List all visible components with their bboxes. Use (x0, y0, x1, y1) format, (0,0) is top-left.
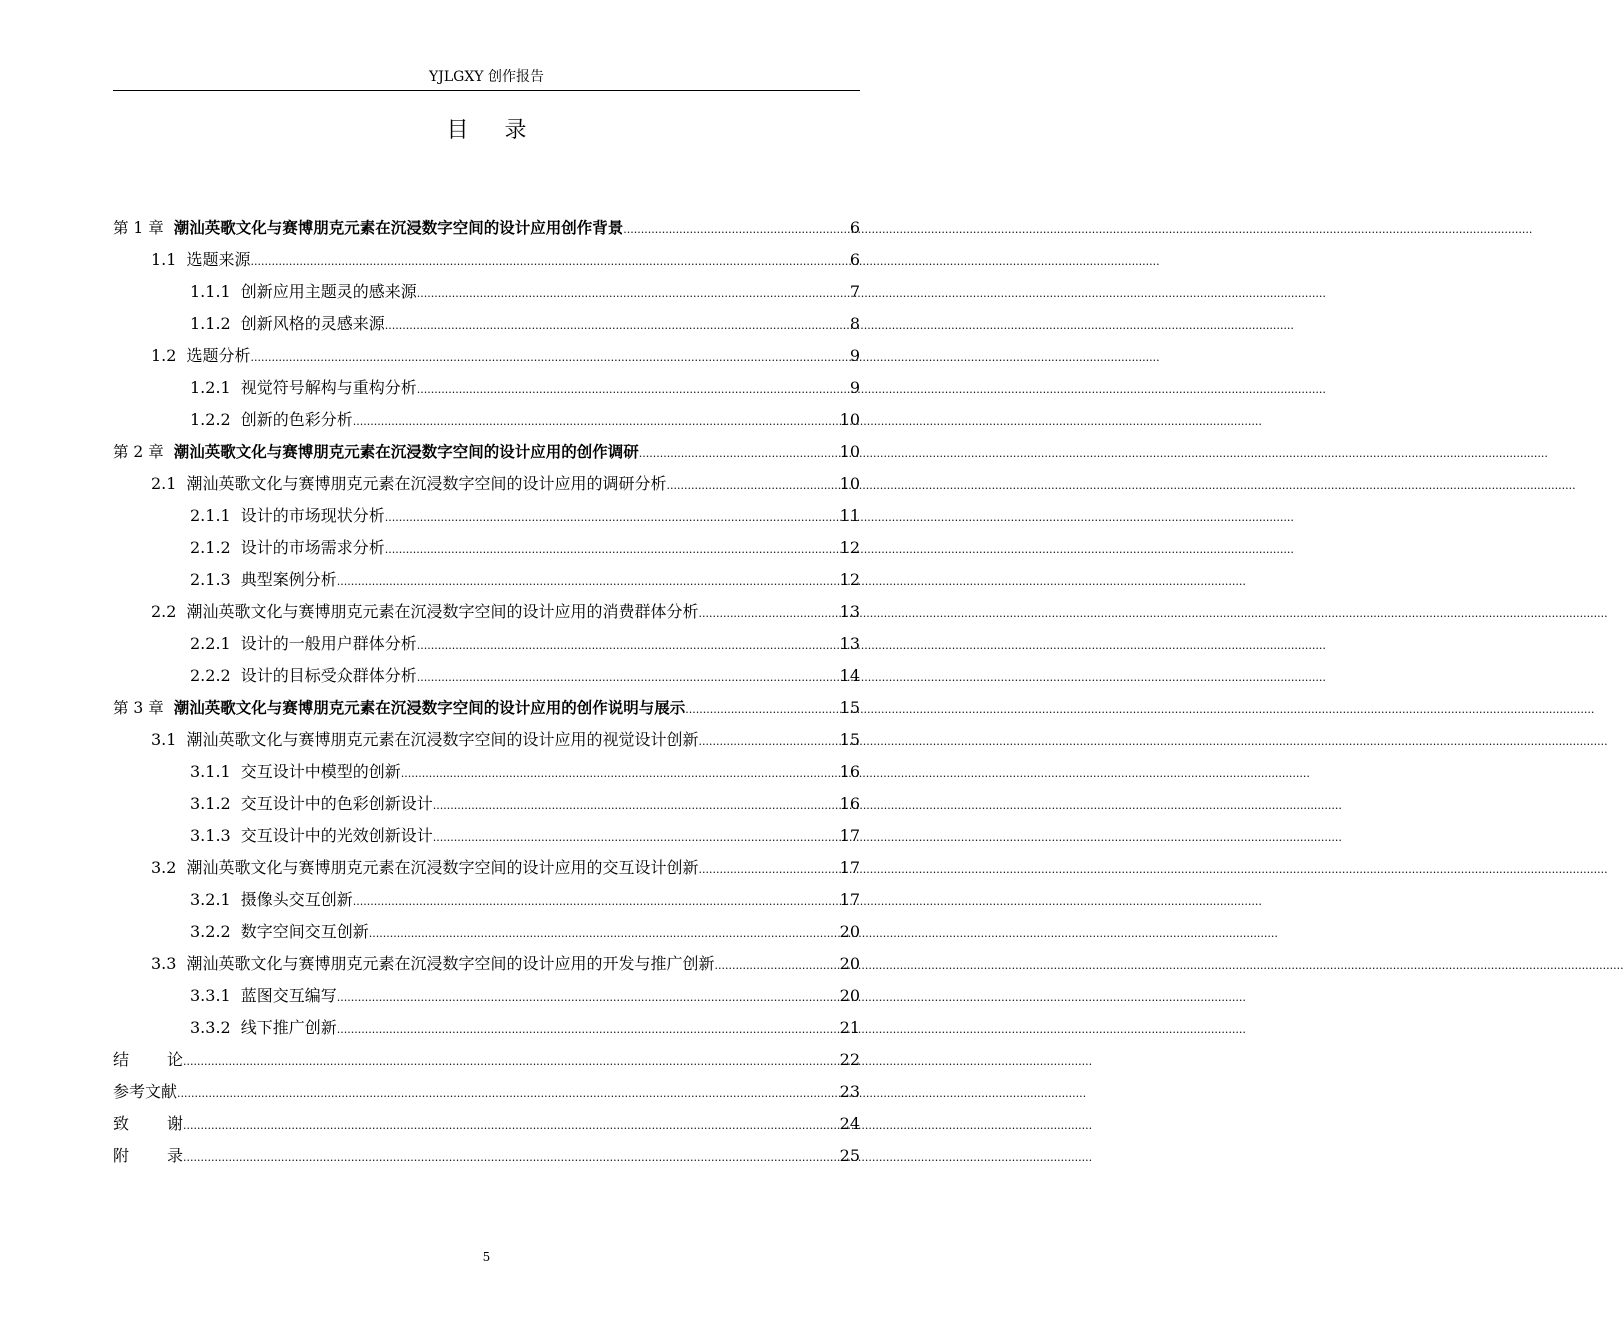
toc-leader-dots (417, 372, 849, 406)
toc-entry[interactable] (113, 532, 860, 564)
toc-entry-title: 潮汕英歌文化与赛博朋克元素在沉浸数字空间的设计应用的视觉设计创新 (186, 730, 699, 749)
toc-leader-dots (433, 788, 839, 822)
toc-entry-number: 3.3.1 (190, 986, 231, 1005)
toc-entry-title: 线下推广创新 (240, 1018, 337, 1037)
toc-entry-text (190, 660, 417, 692)
toc-leader-dots (401, 756, 839, 790)
toc-entry-title: 设计的一般用户群体分析 (240, 634, 417, 653)
toc-title-part1: 目 (446, 118, 469, 143)
toc-entry-title: 潮汕英歌文化与赛博朋克元素在沉浸数字空间的设计应用的消费群体分析 (186, 602, 699, 621)
toc-entry-title: 潮汕英歌文化与赛博朋克元素在沉浸数字空间的设计应用创作背景 (173, 219, 624, 237)
toc-entry-page: 20 (839, 954, 860, 973)
toc-entry[interactable] (113, 212, 860, 244)
toc-entry-page: 8 (849, 314, 860, 333)
toc-entry-text (190, 1012, 337, 1044)
toc-entry-title: 设计的市场需求分析 (240, 538, 385, 557)
toc-entry-title: 交互设计中的光效创新设计 (240, 826, 433, 845)
toc-entry-title: 典型案例分析 (240, 570, 337, 589)
toc-entry-title: 创新应用主题灵的感来源 (240, 282, 417, 301)
toc-leader-dots (183, 1140, 839, 1174)
toc-entry-title: 结 (113, 1050, 130, 1069)
toc-entry[interactable] (113, 916, 860, 948)
toc-entry-number: 3.1.2 (190, 794, 231, 813)
toc-entry-number: 1.2.1 (190, 378, 231, 397)
toc-entry-title: 摄像头交互创新 (240, 890, 353, 909)
toc-entry-text (190, 884, 353, 916)
toc-entry-text (113, 1076, 177, 1108)
toc-leader-dots (337, 980, 839, 1014)
toc-entry-number: 3.3.2 (190, 1018, 231, 1037)
toc-entry-page: 17 (839, 858, 860, 877)
toc-entry-page: 10 (839, 442, 860, 461)
toc-entry[interactable] (113, 628, 860, 660)
toc-leader-dots (623, 212, 849, 246)
toc-entry-text (190, 756, 401, 788)
toc-entry-number: 第 2 章 (113, 443, 164, 461)
toc-entry[interactable] (113, 308, 860, 340)
toc-entry-number: 3.2.1 (190, 890, 231, 909)
toc-entry-number: 2.2.2 (190, 666, 231, 685)
toc-leader-dots (369, 916, 839, 950)
table-of-contents (113, 212, 860, 1172)
toc-entry[interactable] (113, 564, 860, 596)
toc-leader-dots (639, 436, 839, 470)
toc-entry-page: 15 (839, 730, 860, 749)
toc-entry-page: 12 (839, 570, 860, 589)
toc-leader-dots (385, 308, 849, 342)
toc-entry-number: 2.2.1 (190, 634, 231, 653)
toc-leader-dots (353, 404, 839, 438)
toc-entry-text (190, 628, 417, 660)
toc-entry-title: 附 (113, 1146, 130, 1165)
toc-entry-number: 3.2.2 (190, 922, 231, 941)
toc-entry-page: 6 (849, 250, 860, 269)
toc-leader-dots (250, 244, 848, 278)
toc-entry-text (113, 1044, 183, 1076)
toc-entry-page: 24 (839, 1114, 860, 1133)
toc-entry-page: 16 (839, 762, 860, 781)
toc-entry[interactable] (113, 372, 860, 404)
toc-entry-text (113, 1108, 183, 1140)
toc-entry-text (190, 820, 433, 852)
toc-entry-page: 23 (839, 1082, 860, 1101)
toc-entry-title: 选题来源 (186, 250, 251, 269)
toc-entry-number: 1.1.2 (190, 314, 231, 333)
toc-leader-dots (433, 820, 839, 854)
toc-leader-dots (698, 852, 838, 886)
toc-entry-page: 16 (839, 794, 860, 813)
toc-entry-title: 潮汕英歌文化与赛博朋克元素在沉浸数字空间的设计应用的交互设计创新 (186, 858, 699, 877)
toc-leader-dots (353, 884, 839, 918)
toc-leader-dots (417, 660, 839, 694)
toc-entry-page: 20 (839, 986, 860, 1005)
toc-entry-text (151, 340, 250, 372)
toc-entry[interactable] (113, 660, 860, 692)
toc-entry-number: 1.2 (151, 346, 177, 365)
toc-entry-text (190, 276, 417, 308)
toc-entry-title: 参考文献 (113, 1082, 178, 1101)
toc-entry-title: 蓝图交互编写 (240, 986, 337, 1005)
toc-entry-number: 3.1 (151, 730, 177, 749)
toc-entry-text (190, 532, 385, 564)
toc-entry-text (151, 948, 714, 980)
toc-entry[interactable] (113, 948, 860, 980)
toc-entry-page: 14 (839, 666, 860, 685)
toc-entry-title: 潮汕英歌文化与赛博朋克元素在沉浸数字空间的设计应用的调研分析 (186, 474, 667, 493)
toc-entry-page: 25 (839, 1146, 860, 1165)
toc-entry-page: 10 (839, 474, 860, 493)
toc-entry-title: 视觉符号解构与重构分析 (240, 378, 417, 397)
toc-leader-dots (337, 564, 839, 598)
toc-entry-text (190, 916, 369, 948)
toc-entry-page: 11 (839, 506, 860, 525)
toc-entry-number: 第 1 章 (113, 219, 164, 237)
toc-entry-text (151, 724, 698, 756)
toc-title (113, 116, 860, 146)
toc-entry[interactable] (113, 692, 860, 724)
toc-leader-dots (698, 724, 838, 758)
toc-entry[interactable] (113, 596, 860, 628)
toc-entry-number: 2.1.2 (190, 538, 231, 557)
toc-entry-number: 3.3 (151, 954, 177, 973)
toc-entry-title: 潮汕英歌文化与赛博朋克元素在沉浸数字空间的设计应用的创作说明与展示 (173, 699, 686, 717)
toc-leader-dots (337, 1012, 839, 1046)
page-number: 5 (482, 1250, 491, 1264)
toc-leader-dots (177, 1076, 839, 1110)
toc-leader-dots (385, 500, 839, 534)
toc-entry-number: 2.1.3 (190, 570, 231, 589)
toc-entry-text (113, 436, 639, 468)
toc-entry[interactable] (113, 468, 860, 500)
toc-entry[interactable] (113, 436, 860, 468)
toc-leader-dots (183, 1108, 839, 1142)
toc-entry-page: 21 (839, 1018, 860, 1037)
toc-entry-page: 20 (839, 922, 860, 941)
toc-entry-number: 1.1.1 (190, 282, 231, 301)
toc-entry-title: 数字空间交互创新 (240, 922, 369, 941)
toc-entry-page: 13 (839, 602, 860, 621)
toc-entry-text (190, 980, 337, 1012)
toc-entry-title: 选题分析 (186, 346, 251, 365)
toc-entry[interactable] (113, 244, 860, 276)
toc-entry-title-part2: 谢 (167, 1114, 184, 1133)
toc-entry-page: 13 (839, 634, 860, 653)
toc-entry[interactable] (113, 820, 860, 852)
toc-entry[interactable] (113, 788, 860, 820)
toc-entry-number: 3.1.3 (190, 826, 231, 845)
toc-entry-text (151, 596, 698, 628)
toc-entry-text (113, 212, 623, 244)
toc-leader-dots (666, 468, 838, 502)
toc-entry-text (190, 308, 385, 340)
toc-entry-title: 致 (113, 1114, 130, 1133)
toc-entry-text (113, 692, 685, 724)
toc-entry-text (151, 852, 698, 884)
toc-entry[interactable] (113, 1140, 860, 1172)
toc-entry-page: 10 (839, 410, 860, 429)
toc-entry-title: 创新的色彩分析 (240, 410, 353, 429)
toc-entry-number: 3.2 (151, 858, 177, 877)
toc-leader-dots (183, 1044, 839, 1078)
toc-entry-text (190, 564, 337, 596)
toc-entry-number: 2.1 (151, 474, 177, 493)
toc-entry[interactable] (113, 500, 860, 532)
toc-entry-text (151, 468, 666, 500)
toc-entry[interactable] (113, 404, 860, 436)
toc-entry-title: 交互设计中模型的创新 (240, 762, 401, 781)
toc-leader-dots (698, 596, 838, 630)
toc-entry-page: 17 (839, 826, 860, 845)
toc-entry[interactable] (113, 852, 860, 884)
toc-leader-dots (385, 532, 839, 566)
toc-entry-title: 设计的市场现状分析 (240, 506, 385, 525)
toc-entry-title: 交互设计中的色彩创新设计 (240, 794, 433, 813)
toc-entry-text (190, 404, 353, 436)
toc-entry-title: 潮汕英歌文化与赛博朋克元素在沉浸数字空间的设计应用的开发与推广创新 (186, 954, 715, 973)
toc-entry-page: 7 (849, 282, 860, 301)
toc-entry-text (190, 372, 417, 404)
toc-entry-title: 潮汕英歌文化与赛博朋克元素在沉浸数字空间的设计应用的创作调研 (173, 443, 639, 461)
toc-entry-text (113, 1140, 183, 1172)
toc-entry[interactable] (113, 1012, 860, 1044)
toc-entry[interactable] (113, 1044, 860, 1076)
page-header: YJLGXY 创作报告 (429, 69, 544, 85)
toc-entry[interactable] (113, 980, 860, 1012)
toc-leader-dots (417, 628, 839, 662)
toc-entry[interactable] (113, 884, 860, 916)
toc-entry[interactable] (113, 276, 860, 308)
toc-entry-page: 17 (839, 890, 860, 909)
toc-entry-page: 15 (839, 698, 860, 717)
toc-entry[interactable] (113, 724, 860, 756)
toc-entry-text (190, 788, 433, 820)
toc-entry-title-part2: 录 (167, 1146, 184, 1165)
toc-entry-number: 3.1.1 (190, 762, 231, 781)
toc-entry-number: 2.1.1 (190, 506, 231, 525)
toc-entry-number: 2.2 (151, 602, 177, 621)
toc-entry-text (151, 244, 250, 276)
header-rule (113, 90, 860, 91)
toc-leader-dots (250, 340, 848, 374)
toc-entry-title-part2: 论 (167, 1050, 184, 1069)
toc-leader-dots (714, 948, 838, 982)
toc-entry-page: 22 (839, 1050, 860, 1069)
toc-title-part2: 录 (504, 118, 527, 143)
toc-entry[interactable] (113, 1076, 860, 1108)
toc-entry-number: 1.2.2 (190, 410, 231, 429)
toc-entry-title: 设计的目标受众群体分析 (240, 666, 417, 685)
toc-entry[interactable] (113, 1108, 860, 1140)
toc-entry-number: 1.1 (151, 250, 177, 269)
toc-entry-page: 9 (849, 346, 860, 365)
toc-entry[interactable] (113, 756, 860, 788)
toc-entry-page: 9 (849, 378, 860, 397)
toc-leader-dots (685, 692, 838, 726)
toc-leader-dots (417, 276, 849, 310)
toc-entry-text (190, 500, 385, 532)
toc-entry-title: 创新风格的灵感来源 (240, 314, 385, 333)
toc-entry-number: 第 3 章 (113, 699, 164, 717)
toc-entry-page: 12 (839, 538, 860, 557)
toc-entry[interactable] (113, 340, 860, 372)
toc-entry-page: 6 (849, 218, 860, 237)
